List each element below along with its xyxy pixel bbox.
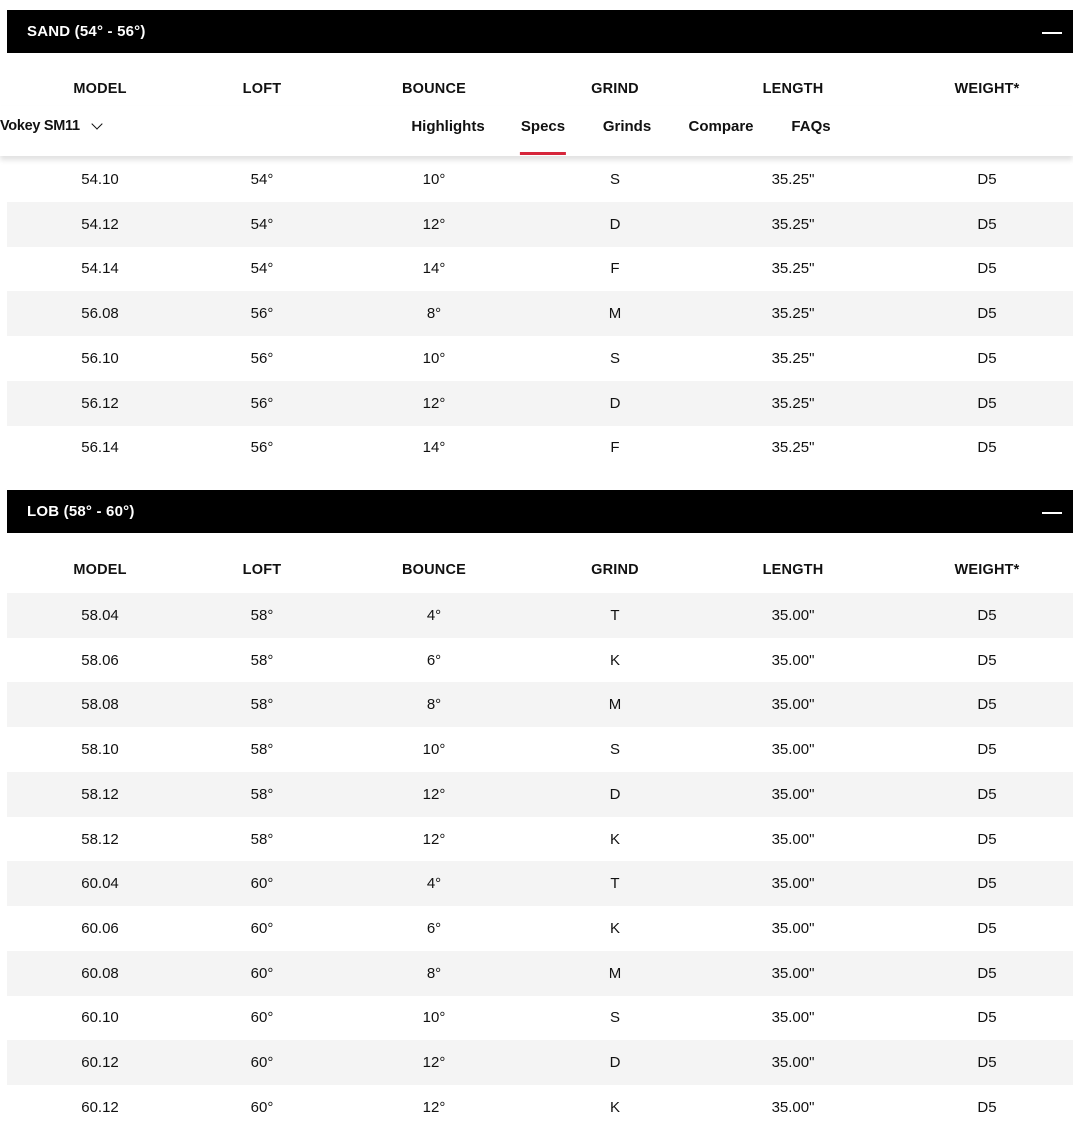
column-header-bounce: BOUNCE (401, 81, 467, 97)
cell-loft: 60° (250, 919, 274, 937)
table-row (7, 425, 1073, 470)
chevron-down-icon (91, 118, 102, 129)
cell-length: 35.00" (771, 607, 815, 624)
cell-loft: 60° (250, 964, 274, 982)
cell-weight: D5 (977, 1098, 997, 1116)
table-row (7, 906, 1073, 951)
cell-loft: 56° (250, 305, 274, 323)
cell-grind: D (609, 394, 621, 412)
cell-weight: D5 (977, 741, 997, 759)
cell-model: 58.04 (81, 607, 119, 624)
table-row (7, 772, 1073, 817)
cell-bounce: 4° (426, 875, 442, 893)
column-header-length: LENGTH (762, 81, 824, 97)
cell-length: 35.00" (771, 785, 815, 803)
product-selector[interactable] (0, 118, 101, 134)
cell-bounce: 4° (426, 607, 442, 624)
cell-bounce: 8° (426, 964, 442, 982)
table-row (7, 157, 1073, 202)
cell-grind: F (610, 439, 620, 457)
cell-model: 60.10 (81, 1009, 119, 1027)
cell-length: 35.00" (771, 875, 815, 893)
cell-bounce: 10° (422, 171, 446, 188)
cell-model: 56.10 (81, 349, 119, 367)
cell-loft: 58° (250, 785, 274, 803)
cell-model: 56.12 (81, 394, 119, 412)
cell-grind: S (609, 171, 621, 188)
cell-loft: 54° (250, 215, 274, 233)
column-header-loft: LOFT (242, 81, 282, 97)
cell-model: 58.10 (81, 741, 119, 759)
cell-weight: D5 (977, 651, 997, 669)
cell-bounce: 14° (422, 260, 446, 278)
cell-grind: F (610, 260, 620, 278)
cell-grind: K (609, 830, 621, 848)
section-title: SAND (54° - 56°) (27, 23, 146, 40)
tab-faqs[interactable]: FAQs (791, 118, 831, 135)
column-header-loft: LOFT (242, 562, 282, 578)
cell-length: 35.00" (771, 919, 815, 937)
cell-weight: D5 (977, 215, 997, 233)
tab-grinds[interactable]: Grinds (602, 118, 652, 135)
cell-loft: 60° (250, 875, 274, 893)
cell-bounce: 10° (422, 1009, 446, 1027)
column-header-length: LENGTH (762, 562, 824, 578)
cell-loft: 58° (250, 830, 274, 848)
cell-model: 54.12 (81, 215, 119, 233)
table-row (7, 951, 1073, 996)
cell-bounce: 12° (422, 1098, 446, 1116)
cell-bounce: 12° (422, 1054, 446, 1071)
cell-length: 35.00" (771, 651, 815, 669)
cell-model: 56.14 (81, 439, 119, 457)
cell-weight: D5 (977, 696, 997, 714)
section-title: LOB (58° - 60°) (27, 503, 135, 520)
cell-bounce: 12° (422, 394, 446, 412)
column-header-grind: GRIND (591, 562, 639, 578)
column-header-weight: WEIGHT* (954, 81, 1020, 97)
cell-bounce: 12° (422, 830, 446, 848)
cell-length: 35.00" (771, 964, 815, 982)
table-row (7, 381, 1073, 426)
cell-model: 54.14 (81, 260, 119, 278)
cell-model: 58.06 (81, 651, 119, 669)
product-subnav (0, 106, 1073, 156)
table-row (7, 861, 1073, 906)
collapse-icon[interactable] (1042, 32, 1062, 34)
active-tab-indicator (520, 152, 566, 155)
cell-weight: D5 (977, 1054, 997, 1071)
column-header-grind: GRIND (591, 81, 639, 97)
column-header-model: MODEL (73, 81, 127, 97)
section-header-lob[interactable] (7, 490, 1073, 533)
table-row (7, 682, 1073, 727)
cell-grind: M (608, 305, 622, 323)
cell-grind: D (609, 215, 621, 233)
cell-length: 35.25" (771, 215, 815, 233)
table-row (7, 246, 1073, 291)
tab-specs[interactable]: Specs (521, 118, 565, 135)
cell-weight: D5 (977, 919, 997, 937)
product-name: Vokey SM11 (0, 118, 80, 134)
cell-model: 58.08 (81, 696, 119, 714)
cell-loft: 56° (250, 439, 274, 457)
cell-grind: T (610, 875, 620, 893)
cell-grind: D (609, 785, 621, 803)
table-row (7, 1040, 1073, 1085)
cell-loft: 56° (250, 394, 274, 412)
cell-weight: D5 (977, 305, 997, 323)
cell-length: 35.00" (771, 1009, 815, 1027)
table-row (7, 727, 1073, 772)
cell-weight: D5 (977, 607, 997, 624)
table-row (7, 593, 1073, 638)
cell-grind: M (608, 696, 622, 714)
cell-model: 60.06 (81, 919, 119, 937)
cell-grind: K (609, 1098, 621, 1116)
cell-weight: D5 (977, 349, 997, 367)
cell-loft: 54° (250, 171, 274, 188)
table-header (7, 548, 1073, 593)
cell-model: 60.08 (81, 964, 119, 982)
column-header-model: MODEL (73, 562, 127, 578)
cell-bounce: 8° (426, 696, 442, 714)
cell-grind: S (609, 741, 621, 759)
cell-grind: K (609, 651, 621, 669)
cell-grind: T (610, 607, 620, 624)
cell-length: 35.00" (771, 741, 815, 759)
tab-compare[interactable]: Compare (688, 118, 754, 135)
cell-grind: S (609, 1009, 621, 1027)
cell-length: 35.00" (771, 1098, 815, 1116)
cell-length: 35.25" (771, 439, 815, 457)
cell-loft: 58° (250, 651, 274, 669)
cell-grind: S (609, 349, 621, 367)
cell-weight: D5 (977, 964, 997, 982)
cell-weight: D5 (977, 260, 997, 278)
cell-loft: 60° (250, 1054, 274, 1071)
cell-length: 35.00" (771, 696, 815, 714)
cell-model: 58.12 (81, 830, 119, 848)
collapse-icon[interactable] (1042, 512, 1062, 514)
cell-grind: M (608, 964, 622, 982)
cell-length: 35.00" (771, 1054, 815, 1071)
table-row (7, 817, 1073, 862)
cell-grind: D (609, 1054, 621, 1071)
cell-loft: 60° (250, 1009, 274, 1027)
cell-length: 35.25" (771, 349, 815, 367)
cell-bounce: 12° (422, 785, 446, 803)
cell-loft: 58° (250, 696, 274, 714)
cell-weight: D5 (977, 830, 997, 848)
cell-model: 58.12 (81, 785, 119, 803)
cell-bounce: 8° (426, 305, 442, 323)
column-header-weight: WEIGHT* (954, 562, 1020, 578)
cell-loft: 58° (250, 741, 274, 759)
cell-loft: 58° (250, 607, 274, 624)
table-row (7, 202, 1073, 247)
cell-length: 35.25" (771, 305, 815, 323)
cell-length: 35.25" (771, 260, 815, 278)
cell-length: 35.25" (771, 171, 815, 188)
cell-weight: D5 (977, 875, 997, 893)
cell-bounce: 10° (422, 741, 446, 759)
table-row (7, 638, 1073, 683)
cell-bounce: 6° (426, 919, 442, 937)
cell-model: 60.12 (81, 1054, 119, 1071)
cell-model: 60.12 (81, 1098, 119, 1116)
cell-bounce: 6° (426, 651, 442, 669)
cell-bounce: 10° (422, 349, 446, 367)
section-header-sand[interactable] (7, 10, 1073, 53)
cell-weight: D5 (977, 394, 997, 412)
column-header-bounce: BOUNCE (401, 562, 467, 578)
cell-bounce: 12° (422, 215, 446, 233)
table-row (7, 1085, 1073, 1130)
cell-length: 35.25" (771, 394, 815, 412)
cell-model: 60.04 (81, 875, 119, 893)
cell-length: 35.00" (771, 830, 815, 848)
cell-loft: 54° (250, 260, 274, 278)
tab-highlights[interactable]: Highlights (411, 118, 485, 135)
table-row (7, 291, 1073, 336)
table-row (7, 995, 1073, 1040)
cell-weight: D5 (977, 171, 997, 188)
cell-bounce: 14° (422, 439, 446, 457)
cell-model: 56.08 (81, 305, 119, 323)
cell-loft: 60° (250, 1098, 274, 1116)
cell-model: 54.10 (81, 171, 119, 188)
cell-grind: K (609, 919, 621, 937)
cell-weight: D5 (977, 1009, 997, 1027)
cell-weight: D5 (977, 439, 997, 457)
cell-weight: D5 (977, 785, 997, 803)
cell-loft: 56° (250, 349, 274, 367)
table-row (7, 336, 1073, 381)
